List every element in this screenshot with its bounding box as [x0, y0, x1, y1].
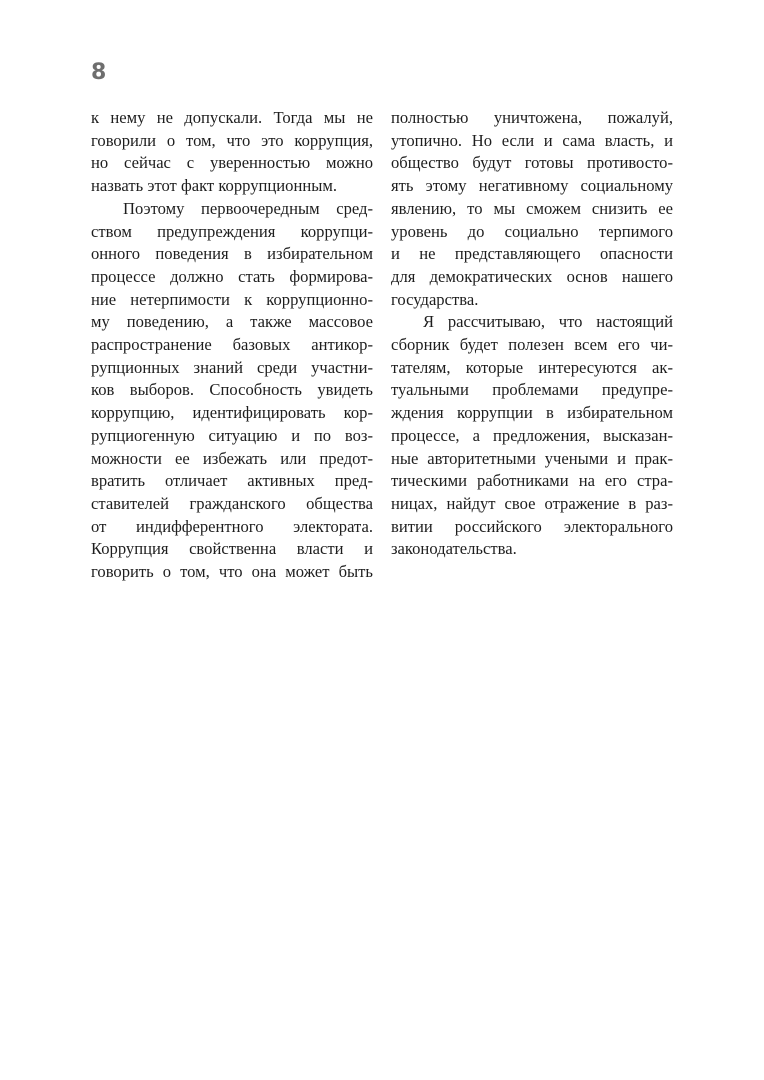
text-line: Поэтому первоочередным сред-: [123, 198, 373, 218]
text-line: ницах, найдут свое отражение в раз-: [391, 493, 673, 513]
text-line: полностью уничтожена, пожалуй,: [391, 108, 673, 127]
text-line: утопично. Но если и сама власть, и: [391, 130, 673, 150]
text-line: ждения коррупции в избирательном: [391, 403, 673, 423]
text-line: процессе должно стать формирова-: [91, 266, 373, 286]
text-line: ством предупреждения коррупци-: [91, 221, 373, 241]
text-line: для демократических основ нашего: [391, 266, 673, 286]
text-line: государства.: [391, 289, 479, 309]
text-line: рупционных знаний среди участни-: [91, 357, 373, 377]
page-number: 8: [91, 60, 107, 85]
text-line: ставителей гражданского общества: [91, 493, 373, 513]
text-line: к нему не допускали. Тогда мы не: [91, 108, 373, 127]
text-line: витии российского электорального: [391, 516, 673, 536]
text-line: назвать этот факт коррупционным.: [91, 176, 337, 196]
text-line: и не представляющего опасности: [391, 244, 673, 264]
text-line: туальными проблемами предупре-: [391, 380, 673, 400]
text-line: ять этому негативному социальному: [391, 176, 673, 196]
paragraph: [391, 311, 673, 561]
right-column: [391, 107, 673, 561]
text-line: ков выборов. Способность увидеть: [91, 380, 373, 400]
text-line: тателям, которые интересуются ак-: [391, 357, 673, 377]
text-line: распространение базовых антикор-: [91, 335, 373, 355]
text-line: Коррупция свойственна власти и: [91, 539, 373, 559]
text-line: говорили о том, что это коррупция,: [91, 130, 373, 150]
text-line: коррупцию, идентифицировать кор-: [91, 403, 373, 423]
text-line: можности ее избежать или предот-: [91, 448, 373, 468]
text-line: но сейчас с уверенностью можно: [91, 153, 373, 173]
paragraph: [91, 107, 373, 198]
text-line: уровень до социально терпимого: [391, 221, 673, 241]
paragraph: [91, 198, 373, 584]
text-line: Я рассчитываю, что настоящий: [423, 312, 673, 332]
text-line: му поведению, а также массовое: [91, 312, 373, 332]
text-line: тическими работниками на его стра-: [391, 471, 673, 491]
text-line: сборник будет полезен всем его чи-: [391, 335, 673, 355]
text-line: законодательства.: [391, 539, 517, 559]
text-line: явлению, то мы сможем снизить ее: [391, 198, 673, 218]
text-line: ние нетерпимости к коррупционно-: [91, 289, 373, 309]
text-line: говорить о том, что она может быть: [91, 562, 373, 582]
text-line: процессе, а предложения, высказан-: [391, 425, 673, 445]
text-line: вратить отличает активных пред-: [91, 471, 373, 491]
text-line: рупциогенную ситуацию и по воз-: [91, 425, 373, 445]
text-line: онного поведения в избирательном: [91, 244, 373, 264]
paragraph: [391, 107, 673, 311]
left-column: [91, 107, 373, 584]
text-line: общество будут готовы противосто-: [391, 153, 673, 173]
text-line: от индифферентного электората.: [91, 516, 373, 536]
text-line: ные авторитетными учеными и прак-: [391, 448, 673, 468]
